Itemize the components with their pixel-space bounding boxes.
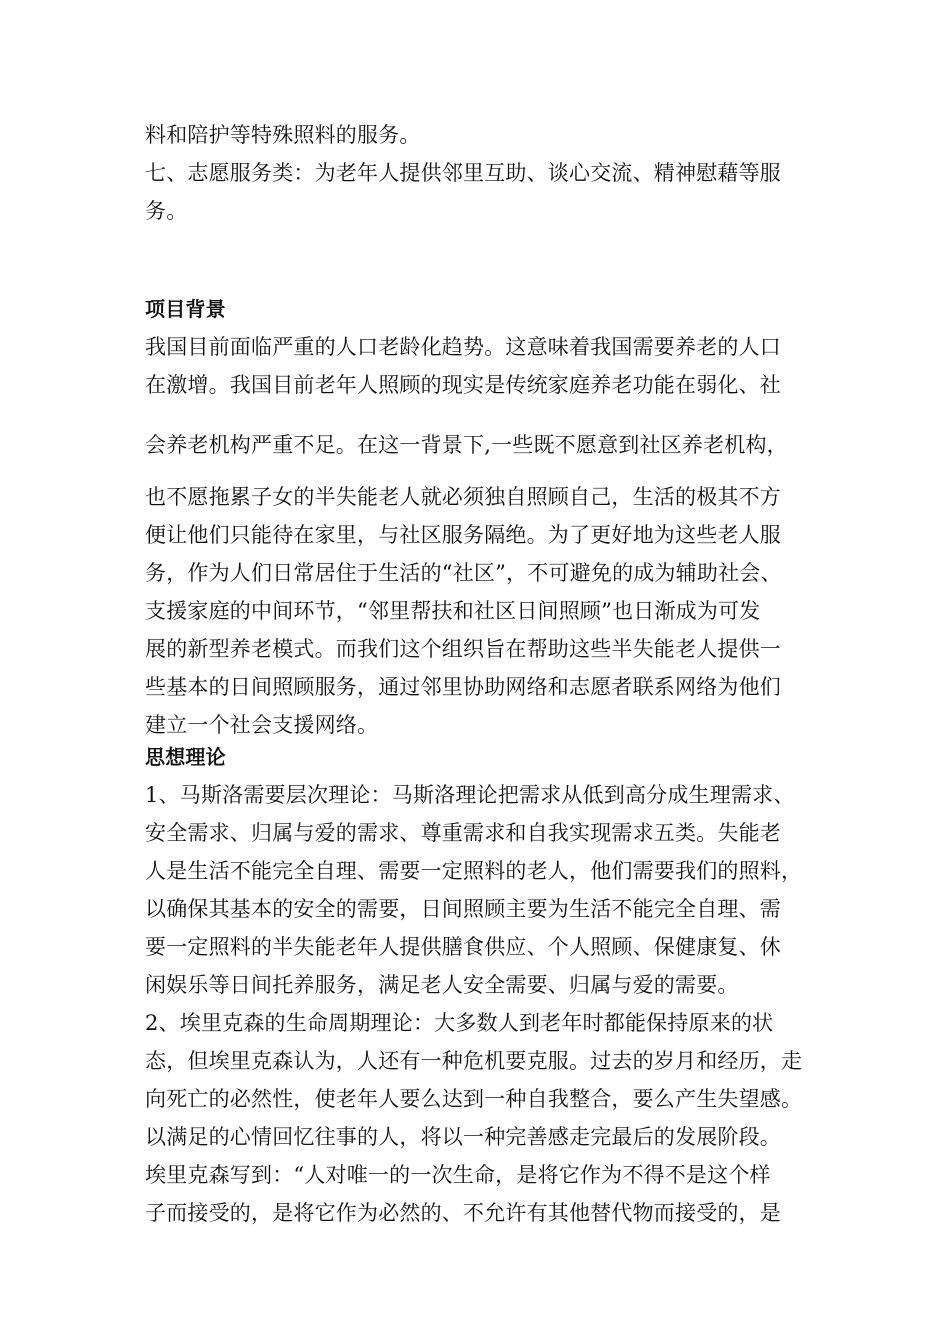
text-line: 便让他们只能待在家里，与社区服务隔绝。为了更好地为这些老人服 xyxy=(145,523,781,547)
text-line: 1、马斯洛需要层次理论：马斯洛理论把需求从低到高分成生理需求、 xyxy=(145,783,795,807)
text-line: 建立一个社会支援网络。 xyxy=(145,713,379,737)
text-line: 子而接受的，是将它作为必然的、不允许有其他替代物而接受的，是 xyxy=(145,1201,781,1225)
text-line: 务，作为人们日常居住于生活的“社区”，不可避免的成为辅助社会、 xyxy=(145,561,782,585)
text-line: 人是生活不能完全自理、需要一定照料的老人，他们需要我们的照料， xyxy=(145,859,803,883)
text-line: 闲娱乐等日间托养服务，满足老人安全需要、归属与爱的需要。 xyxy=(145,973,739,997)
text-line: 料和陪护等特殊照料的服务。 xyxy=(145,123,421,147)
text-line: 要一定照料的半失能老年人提供膳食供应、个人照顾、保健康复、休 xyxy=(145,935,781,959)
text-line: 支援家庭的中间环节，“邻里帮扶和社区日间照顾”也日渐成为可发 xyxy=(145,599,761,623)
text-line: 以满足的心情回忆往事的人，将以一种完善感走完最后的发展阶段。 xyxy=(145,1125,781,1149)
section-heading-background: 项目背景 xyxy=(145,297,226,321)
text-line: 埃里克森写到：“人对唯一的一次生命，是将它作为不得不是这个样 xyxy=(145,1163,771,1187)
text-line: 七、志愿服务类：为老年人提供邻里互助、谈心交流、精神慰藉等服 xyxy=(145,161,781,185)
text-line: 会养老机构严重不足。在这一背景下,一些既不愿意到社区养老机构， xyxy=(145,433,788,457)
text-line: 务。 xyxy=(145,199,188,223)
text-line: 我国目前面临严重的人口老龄化趋势。这意味着我国需要养老的人口 xyxy=(145,335,781,359)
text-line: 向死亡的必然性，使老年人要么达到一种自我整合，要么产生失望感。 xyxy=(145,1087,803,1111)
text-line: 在激增。我国目前老年人照顾的现实是传统家庭养老功能在弱化、社 xyxy=(145,373,781,397)
section-heading-theory: 思想理论 xyxy=(145,745,226,769)
text-line: 以确保其基本的安全的需要，日间照顾主要为生活不能完全自理、需 xyxy=(145,897,781,921)
text-line: 也不愿拖累子女的半失能老人就必须独自照顾自己，生活的极其不方 xyxy=(145,485,781,509)
text-line: 态，但埃里克森认为，人还有一种危机要克服。过去的岁月和经历，走 xyxy=(145,1049,803,1073)
text-line: 2、埃里克森的生命周期理论：大多数人到老年时都能保持原来的状 xyxy=(145,1011,774,1035)
text-line: 些基本的日间照顾服务，通过邻里协助网络和志愿者联系网络为他们 xyxy=(145,675,781,699)
text-line: 展的新型养老模式。而我们这个组织旨在帮助这些半失能老人提供一 xyxy=(145,637,781,661)
text-line: 安全需求、归属与爱的需求、尊重需求和自我实现需求五类。失能老 xyxy=(145,821,781,845)
